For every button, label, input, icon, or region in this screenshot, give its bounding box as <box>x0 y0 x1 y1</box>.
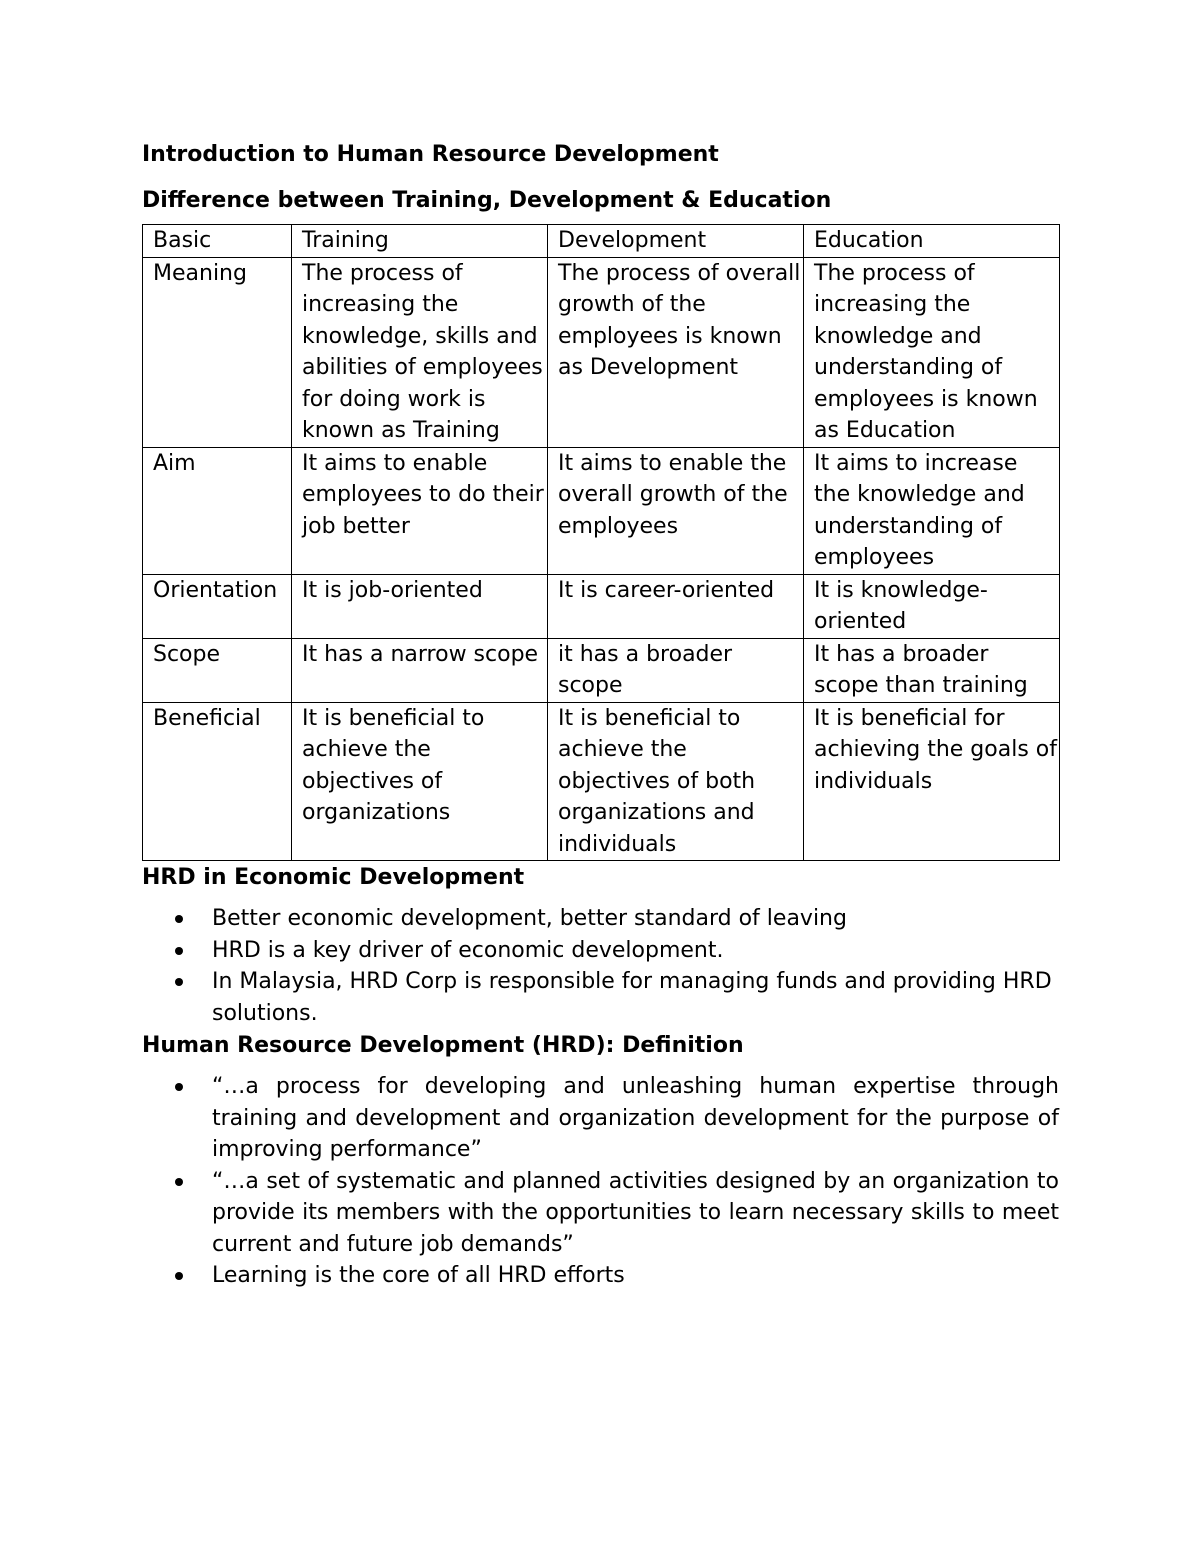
hrd-definition-list <box>142 1071 1059 1292</box>
table-cell: it has a broader scope <box>548 638 804 702</box>
row-label-cell: Meaning <box>143 257 292 447</box>
header-cell: Training <box>292 225 548 258</box>
table-cell: It is knowledge-oriented <box>804 574 1060 638</box>
document-page <box>142 138 1059 1292</box>
list-item-text: In Malaysia, HRD Corp is responsible for managing funds and providing HRD solutions. <box>212 969 1052 1026</box>
list-item-text: HRD is a key driver of economic development. <box>212 937 724 963</box>
table-row <box>143 257 1060 447</box>
header-cell: Education <box>804 225 1060 258</box>
table-cell: The process of overall growth of the employees is known as Development <box>548 257 804 447</box>
table-header-row <box>143 225 1060 258</box>
bullet-icon <box>175 947 183 955</box>
table-cell: It is job-oriented <box>292 574 548 638</box>
list-item <box>142 1071 1059 1166</box>
comparison-table <box>142 224 1060 861</box>
table-cell: The process of increasing the knowledge and understanding of employees is known as Education <box>804 257 1060 447</box>
hrd-economic-heading: HRD in Economic Development <box>142 865 525 890</box>
list-item <box>142 966 1059 1029</box>
table-cell: It has a narrow scope <box>292 638 548 702</box>
list-item-text: “…a set of systematic and planned activities designed by an organization to provide its members with the opportunities to learn necessary skills to meet current and future job demands” <box>212 1168 1059 1257</box>
header-cell: Development <box>548 225 804 258</box>
page-title: Introduction to Human Resource Development <box>142 142 719 167</box>
table-heading: Difference between Training, Development & Education <box>142 188 832 213</box>
hrd-economic-list <box>142 903 1059 1029</box>
table-cell: It is beneficial to achieve the objectives of organizations <box>292 702 548 861</box>
header-cell: Basic <box>143 225 292 258</box>
list-item <box>142 1166 1059 1261</box>
table-cell: It aims to increase the knowledge and understanding of employees <box>804 447 1060 574</box>
bullet-icon <box>175 1272 183 1280</box>
table-row <box>143 574 1060 638</box>
row-label-cell: Orientation <box>143 574 292 638</box>
table-cell: It has a broader scope than training <box>804 638 1060 702</box>
table-cell: It is career-oriented <box>548 574 804 638</box>
table-cell: It is beneficial to achieve the objectives of both organizations and individuals <box>548 702 804 861</box>
list-item <box>142 903 1059 935</box>
list-item <box>142 935 1059 967</box>
table-cell: The process of increasing the knowledge, skills and abilities of employees for doing work is known as Training <box>292 257 548 447</box>
list-item <box>142 1260 1059 1292</box>
hrd-definition-heading: Human Resource Development (HRD): Definition <box>142 1033 744 1058</box>
bullet-icon <box>175 1178 183 1186</box>
table-row <box>143 702 1060 861</box>
list-item-text: Learning is the core of all HRD efforts <box>212 1263 625 1288</box>
table-row <box>143 447 1060 574</box>
bullet-icon <box>175 915 183 923</box>
table-row <box>143 638 1060 702</box>
bullet-icon <box>175 978 183 986</box>
list-item-text: Better economic development, better standard of leaving <box>212 906 847 931</box>
table-cell: It aims to enable employees to do their job better <box>292 447 548 574</box>
table-cell: It is beneficial for achieving the goals of individuals <box>804 702 1060 861</box>
row-label-cell: Scope <box>143 638 292 702</box>
bullet-icon <box>175 1083 183 1091</box>
table-cell: It aims to enable the overall growth of the employees <box>548 447 804 574</box>
list-item-text: “…a process for developing and unleashing human expertise through training and development and organization development for the purpose of improving performance” <box>212 1074 1059 1162</box>
row-label-cell: Beneficial <box>143 702 292 861</box>
row-label-cell: Aim <box>143 447 292 574</box>
